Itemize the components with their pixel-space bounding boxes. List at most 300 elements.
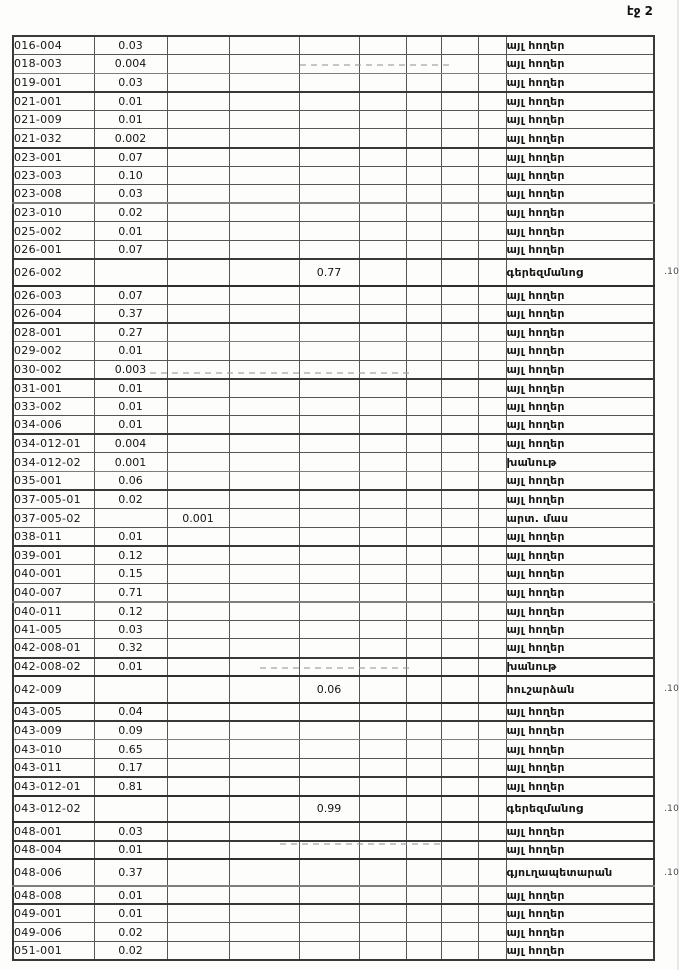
land-use-label-cell (506, 796, 679, 823)
empty-cell-8 (441, 304, 478, 323)
empty-cell-6 (359, 110, 406, 129)
value-cell-5 (299, 36, 359, 55)
area-value-cell: 0.01 (94, 379, 167, 398)
land-use-label: այլ հողեր (506, 150, 565, 164)
land-use-label: այլ հողեր (506, 418, 565, 432)
land-use-label: այլ հողեր (506, 75, 565, 89)
land-use-label-cell (506, 148, 654, 167)
table-row (13, 602, 654, 621)
area-value-cell: 0.03 (94, 822, 167, 841)
empty-cell-6 (359, 286, 406, 305)
value-cell-3 (167, 434, 229, 453)
area-value-cell: 0.03 (94, 620, 167, 639)
area-value-cell: 0.06 (94, 472, 167, 491)
empty-cell-8 (441, 323, 478, 342)
empty-cell-6 (359, 758, 406, 777)
empty-cell-7 (406, 942, 441, 961)
land-use-label: խանութ (506, 455, 557, 469)
area-value-cell: 0.01 (94, 527, 167, 546)
empty-cell-9 (478, 36, 506, 55)
empty-cell-9 (478, 453, 506, 472)
value-cell-5 (299, 841, 359, 860)
empty-cell-8 (441, 203, 478, 222)
land-use-label: այլ հողեր (506, 113, 565, 127)
empty-cell-4 (229, 397, 299, 416)
parcel-code-cell: 034-012-02 (13, 453, 94, 472)
value-cell-3 (167, 222, 229, 241)
parcel-code-cell: 048-004 (13, 841, 94, 860)
empty-cell-9 (478, 602, 506, 621)
land-use-label: արտ. մաս (506, 511, 569, 525)
value-cell-5 (299, 703, 359, 722)
parcel-code-cell: 048-006 (13, 859, 94, 886)
parcel-code-cell: 016-004 (13, 36, 94, 55)
empty-cell-7 (406, 602, 441, 621)
area-value-cell: 0.09 (94, 721, 167, 740)
empty-cell-9 (478, 323, 506, 342)
empty-cell-8 (441, 904, 478, 923)
value-cell-3 (167, 148, 229, 167)
value-cell-3 (167, 55, 229, 74)
empty-cell-9 (478, 92, 506, 111)
parcel-code-cell: 035-001 (13, 472, 94, 491)
land-use-label: այլ հողեր (506, 39, 565, 53)
empty-cell-8 (441, 886, 478, 905)
value-cell-5 (299, 222, 359, 241)
table-row (13, 304, 654, 323)
value-cell-3 (167, 341, 229, 360)
empty-cell-8 (441, 859, 478, 886)
land-use-label: խանութ (506, 660, 557, 674)
empty-cell-4 (229, 129, 299, 148)
value-cell-3 (167, 796, 229, 823)
empty-cell-9 (478, 148, 506, 167)
empty-cell-9 (478, 129, 506, 148)
empty-cell-6 (359, 841, 406, 860)
empty-cell-9 (478, 241, 506, 260)
land-use-label: այլ հողեր (506, 641, 565, 655)
area-value-cell: 0.02 (94, 490, 167, 509)
empty-cell-7 (406, 777, 441, 796)
empty-cell-9 (478, 583, 506, 602)
empty-cell-8 (441, 509, 478, 528)
empty-cell-4 (229, 92, 299, 111)
empty-cell-6 (359, 904, 406, 923)
empty-cell-4 (229, 546, 299, 565)
land-use-label: այլ հողեր (506, 493, 565, 507)
empty-cell-4 (229, 509, 299, 528)
empty-cell-6 (359, 859, 406, 886)
land-use-label: այլ հողեր (506, 888, 565, 902)
empty-cell-4 (229, 490, 299, 509)
area-value-cell: 0.07 (94, 148, 167, 167)
area-value-cell: 0.01 (94, 397, 167, 416)
value-cell-3 (167, 923, 229, 942)
parcel-code-cell: 043-012-01 (13, 777, 94, 796)
value-cell-5 (299, 185, 359, 204)
area-value-cell: 0.01 (94, 341, 167, 360)
empty-cell-9 (478, 185, 506, 204)
value-cell-3 (167, 620, 229, 639)
area-value-cell: 0.15 (94, 565, 167, 584)
parcel-code-cell: 040-001 (13, 565, 94, 584)
value-cell-5 (299, 286, 359, 305)
value-cell-3 (167, 259, 229, 286)
empty-cell-9 (478, 859, 506, 886)
empty-cell-4 (229, 453, 299, 472)
empty-cell-7 (406, 259, 441, 286)
empty-cell-8 (441, 639, 478, 658)
empty-cell-6 (359, 546, 406, 565)
empty-cell-8 (441, 379, 478, 398)
empty-cell-9 (478, 509, 506, 528)
empty-cell-4 (229, 740, 299, 759)
value-cell-5 (299, 129, 359, 148)
table-row (13, 583, 654, 602)
land-use-label: այլ հողեր (506, 724, 565, 738)
area-value-cell: 0.01 (94, 658, 167, 677)
parcel-code-cell: 042-008-02 (13, 658, 94, 677)
empty-cell-9 (478, 472, 506, 491)
empty-cell-7 (406, 304, 441, 323)
empty-cell-8 (441, 841, 478, 860)
value-cell-5 (299, 822, 359, 841)
value-cell-5 (299, 546, 359, 565)
empty-cell-7 (406, 923, 441, 942)
empty-cell-7 (406, 583, 441, 602)
empty-cell-6 (359, 703, 406, 722)
table-row (13, 923, 654, 942)
table-row (13, 416, 654, 435)
parcel-code-cell: 021-001 (13, 92, 94, 111)
empty-cell-8 (441, 822, 478, 841)
empty-cell-9 (478, 703, 506, 722)
land-use-label-cell (506, 546, 654, 565)
table-row (13, 286, 654, 305)
parcel-code-cell: 043-009 (13, 721, 94, 740)
empty-cell-9 (478, 676, 506, 703)
value-cell-3 (167, 777, 229, 796)
area-value-cell: 0.003 (94, 360, 167, 379)
empty-cell-8 (441, 110, 478, 129)
table-row (13, 434, 654, 453)
empty-cell-9 (478, 740, 506, 759)
empty-cell-9 (478, 490, 506, 509)
empty-cell-6 (359, 416, 406, 435)
value-cell-5 (299, 323, 359, 342)
table-row (13, 222, 654, 241)
value-cell-5 (299, 886, 359, 905)
table-row (13, 36, 654, 55)
empty-cell-7 (406, 546, 441, 565)
parcel-code-cell: 043-012-02 (13, 796, 94, 823)
land-use-label-cell (506, 942, 654, 961)
table-row (13, 886, 654, 905)
table-row (13, 565, 654, 584)
parcel-code-cell: 028-001 (13, 323, 94, 342)
empty-cell-4 (229, 110, 299, 129)
empty-cell-4 (229, 676, 299, 703)
empty-cell-8 (441, 658, 478, 677)
parcel-code-cell: 031-001 (13, 379, 94, 398)
value-cell-3 (167, 203, 229, 222)
empty-cell-6 (359, 822, 406, 841)
empty-cell-7 (406, 73, 441, 92)
table-row (13, 822, 654, 841)
land-use-label: այլ հողեր (506, 206, 565, 220)
value-cell-3 (167, 904, 229, 923)
area-value-cell: 0.03 (94, 73, 167, 92)
empty-cell-9 (478, 416, 506, 435)
handwritten-margin-note: .10 (664, 803, 679, 814)
empty-cell-8 (441, 286, 478, 305)
parcel-code-cell: 030-002 (13, 360, 94, 379)
table-row (13, 185, 654, 204)
empty-cell-7 (406, 703, 441, 722)
value-cell-3 (167, 639, 229, 658)
value-cell-5 (299, 639, 359, 658)
empty-cell-7 (406, 286, 441, 305)
value-cell-5 (299, 923, 359, 942)
empty-cell-6 (359, 942, 406, 961)
empty-cell-4 (229, 841, 299, 860)
table-row (13, 740, 654, 759)
land-use-label-cell (506, 55, 654, 74)
value-cell-3 (167, 286, 229, 305)
empty-cell-7 (406, 203, 441, 222)
empty-cell-6 (359, 676, 406, 703)
parcel-code-cell: 033-002 (13, 397, 94, 416)
empty-cell-4 (229, 904, 299, 923)
handwritten-margin-note: .10 (664, 867, 679, 878)
value-cell-5 (299, 166, 359, 185)
empty-cell-4 (229, 721, 299, 740)
value-cell-3 (167, 185, 229, 204)
land-use-label-cell (506, 397, 654, 416)
value-cell-5 (299, 110, 359, 129)
empty-cell-6 (359, 658, 406, 677)
land-use-label-cell (506, 527, 654, 546)
empty-cell-4 (229, 565, 299, 584)
parcel-code-cell: 049-001 (13, 904, 94, 923)
value-cell-3 (167, 166, 229, 185)
area-value-cell: 0.01 (94, 416, 167, 435)
empty-cell-9 (478, 110, 506, 129)
empty-cell-6 (359, 565, 406, 584)
land-use-label: այլ հողեր (506, 925, 565, 939)
empty-cell-6 (359, 639, 406, 658)
empty-cell-4 (229, 859, 299, 886)
value-cell-3 (167, 602, 229, 621)
empty-cell-9 (478, 822, 506, 841)
table-row (13, 639, 654, 658)
area-value-cell: 0.65 (94, 740, 167, 759)
land-parcel-table (12, 35, 679, 961)
land-use-label: այլ հողեր (506, 779, 565, 793)
empty-cell-6 (359, 92, 406, 111)
empty-cell-4 (229, 360, 299, 379)
table-row (13, 721, 654, 740)
page-number: էջ 2 (626, 4, 653, 18)
table-row (13, 509, 654, 528)
land-use-label: այլ հողեր (506, 224, 565, 238)
value-cell-3 (167, 241, 229, 260)
empty-cell-8 (441, 620, 478, 639)
parcel-code-cell: 023-001 (13, 148, 94, 167)
value-cell-5 (299, 379, 359, 398)
value-cell-3 (167, 758, 229, 777)
area-value-cell: 0.10 (94, 166, 167, 185)
empty-cell-6 (359, 360, 406, 379)
area-value-cell: 0.004 (94, 434, 167, 453)
land-use-label-cell (506, 304, 654, 323)
land-use-label: այլ հողեր (506, 187, 565, 201)
parcel-code-cell: 041-005 (13, 620, 94, 639)
parcel-code-cell: 040-007 (13, 583, 94, 602)
empty-cell-4 (229, 658, 299, 677)
value-cell-3 (167, 73, 229, 92)
land-use-label-cell (506, 110, 654, 129)
table-row (13, 55, 654, 74)
empty-cell-6 (359, 73, 406, 92)
area-value-cell: 0.07 (94, 241, 167, 260)
table-row (13, 777, 654, 796)
value-cell-5 (299, 341, 359, 360)
empty-cell-6 (359, 379, 406, 398)
land-use-label-cell (506, 904, 654, 923)
empty-cell-7 (406, 397, 441, 416)
table-row (13, 259, 654, 286)
value-cell-5 (299, 527, 359, 546)
empty-cell-7 (406, 822, 441, 841)
area-value-cell: 0.01 (94, 92, 167, 111)
empty-cell-7 (406, 796, 441, 823)
value-cell-3 (167, 490, 229, 509)
area-value-cell: 0.17 (94, 758, 167, 777)
empty-cell-6 (359, 472, 406, 491)
empty-cell-4 (229, 620, 299, 639)
empty-cell-9 (478, 397, 506, 416)
table-row (13, 323, 654, 342)
land-use-label: այլ հողեր (506, 843, 565, 857)
empty-cell-4 (229, 942, 299, 961)
value-cell-3 (167, 676, 229, 703)
table-row (13, 620, 654, 639)
empty-cell-4 (229, 886, 299, 905)
area-value-cell: 0.01 (94, 841, 167, 860)
empty-cell-4 (229, 36, 299, 55)
value-cell-5 (299, 740, 359, 759)
value-cell-5 (299, 777, 359, 796)
empty-cell-6 (359, 777, 406, 796)
land-use-label-cell (506, 222, 654, 241)
empty-cell-9 (478, 203, 506, 222)
empty-cell-6 (359, 740, 406, 759)
empty-cell-8 (441, 923, 478, 942)
land-use-label: այլ հողեր (506, 325, 565, 339)
empty-cell-9 (478, 923, 506, 942)
empty-cell-6 (359, 453, 406, 472)
empty-cell-6 (359, 397, 406, 416)
parcel-code-cell: 023-010 (13, 203, 94, 222)
parcel-code-cell: 023-008 (13, 185, 94, 204)
value-cell-3 (167, 304, 229, 323)
area-value-cell: 0.37 (94, 304, 167, 323)
land-use-label-cell (506, 639, 654, 658)
empty-cell-8 (441, 546, 478, 565)
land-use-label-cell (506, 286, 654, 305)
empty-cell-7 (406, 416, 441, 435)
empty-cell-4 (229, 822, 299, 841)
empty-cell-4 (229, 923, 299, 942)
empty-cell-9 (478, 721, 506, 740)
empty-cell-7 (406, 360, 441, 379)
value-cell-3 (167, 740, 229, 759)
empty-cell-8 (441, 565, 478, 584)
empty-cell-6 (359, 527, 406, 546)
land-use-label-cell (506, 923, 654, 942)
empty-cell-8 (441, 360, 478, 379)
empty-cell-6 (359, 148, 406, 167)
land-use-label-cell (506, 36, 654, 55)
empty-cell-4 (229, 148, 299, 167)
empty-cell-8 (441, 740, 478, 759)
value-cell-3 (167, 565, 229, 584)
land-use-label: այլ հողեր (506, 362, 565, 376)
empty-cell-7 (406, 758, 441, 777)
value-cell-5 (299, 360, 359, 379)
empty-cell-4 (229, 55, 299, 74)
land-use-label-cell (506, 379, 654, 398)
area-value-cell (94, 509, 167, 528)
parcel-code-cell: 049-006 (13, 923, 94, 942)
empty-cell-6 (359, 620, 406, 639)
land-use-label-cell (506, 703, 654, 722)
value-cell-5 (299, 721, 359, 740)
value-cell-3 (167, 92, 229, 111)
table-row (13, 453, 654, 472)
table-row (13, 148, 654, 167)
land-use-label-cell (506, 602, 654, 621)
land-use-label-cell (506, 341, 654, 360)
land-use-label-cell (506, 822, 654, 841)
empty-cell-7 (406, 639, 441, 658)
table-row (13, 203, 654, 222)
value-cell-3 (167, 583, 229, 602)
land-use-label: այլ հողեր (506, 907, 565, 921)
land-use-label: հուշարձան (506, 682, 575, 696)
value-cell-5 (299, 434, 359, 453)
empty-cell-6 (359, 721, 406, 740)
table-body (13, 36, 679, 960)
value-cell-3 (167, 416, 229, 435)
land-use-label: գյուղապետարան (506, 866, 613, 879)
value-cell-5 (299, 453, 359, 472)
empty-cell-7 (406, 886, 441, 905)
empty-cell-9 (478, 841, 506, 860)
land-use-label-cell (506, 509, 654, 528)
table-row (13, 546, 654, 565)
empty-cell-6 (359, 434, 406, 453)
empty-cell-9 (478, 286, 506, 305)
empty-cell-6 (359, 241, 406, 260)
table-row (13, 110, 654, 129)
table-row (13, 676, 654, 703)
land-use-label-cell (506, 658, 654, 677)
area-value-cell: 0.02 (94, 923, 167, 942)
value-cell-3 (167, 397, 229, 416)
land-use-label: այլ հողեր (506, 944, 565, 958)
